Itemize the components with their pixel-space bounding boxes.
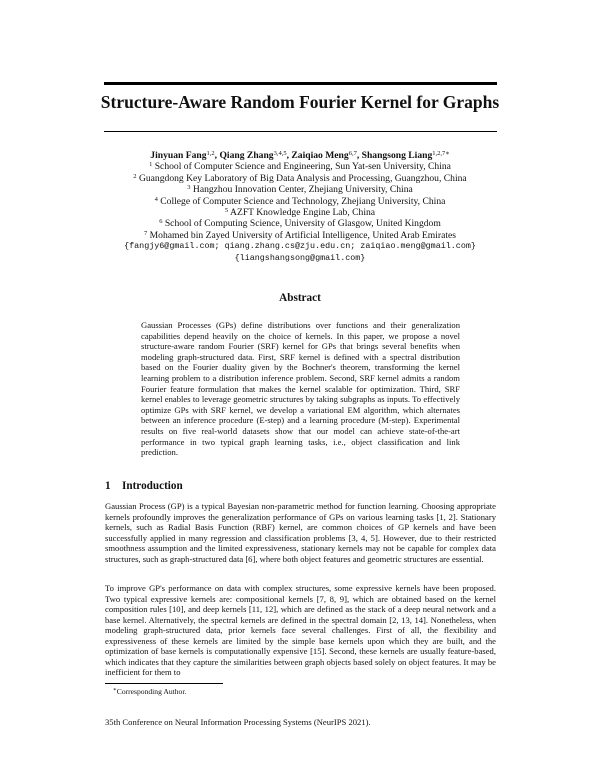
affiliation-text: Mohamed bin Zayed University of Artificial Intelligence, United Arab Emirates bbox=[149, 229, 457, 241]
affiliation-superscript: 3 bbox=[187, 184, 191, 192]
intro-paragraph: To improve GP's performance on data with complex structures, some expressive kernels have been proposed. Two typical expressive kernels are: compositional kernels [7, 8, 9], which are obtained based on the kernel composition rules [10], and deep kernels [11, 12], which are defined as the stack of a deep neural network and a base kernel. Alternatively, the spectral kernels are defined in the spectral domain [2, 13, 14]. Nonetheless, when modeling graph-structured data, prior kernels face several challenges. First of all, the flexibility and expressiveness of these kernels are limited by the simple base kernels upon which they are built, and the optimization of base kernels is computationally expensive [15]. Second, these kernels are usually feature-based, which indicates that they capture the similarities between graph objects based solely on object features. It may be inefficient for them to bbox=[105, 583, 496, 677]
footnote bbox=[113, 687, 186, 696]
affiliation-line bbox=[60, 218, 540, 229]
affiliation-line bbox=[60, 173, 540, 184]
affiliation-line bbox=[60, 184, 540, 195]
author-emails[interactable]: {liangshangsong@gmail.com} bbox=[234, 252, 366, 263]
affiliation-superscript: 5 bbox=[224, 207, 229, 215]
affiliation-superscript: 1 bbox=[149, 161, 153, 169]
footnote-mark: ∗ bbox=[113, 687, 117, 693]
author-name: Zaiqiao Meng bbox=[291, 150, 349, 161]
affiliation-text: Hangzhou Innovation Center, Zhejiang University, China bbox=[192, 184, 413, 196]
paper-title: Structure-Aware Random Fourier Kernel for Graphs bbox=[100, 92, 500, 112]
title-top-rule bbox=[104, 82, 497, 85]
author-name: Qiang Zhang bbox=[219, 150, 274, 161]
section-title: Introduction bbox=[122, 480, 183, 492]
title-bottom-rule bbox=[104, 131, 497, 132]
author-separator: , bbox=[214, 150, 220, 161]
abstract-heading: Abstract bbox=[279, 292, 321, 304]
section-heading bbox=[105, 480, 183, 492]
section-number: 1 bbox=[105, 480, 111, 492]
affiliation-superscript: 6 bbox=[159, 218, 163, 226]
footnote-text: Corresponding Author. bbox=[116, 687, 187, 696]
author-names bbox=[60, 150, 540, 161]
affiliation-text: School of Computer Science and Engineering, Sun Yat-sen University, China bbox=[154, 161, 451, 173]
author-separator: , bbox=[356, 150, 362, 161]
affiliation-line bbox=[60, 196, 540, 207]
intro-paragraph: Gaussian Process (GP) is a typical Bayesian non-parametric method for function learning. Choosing appropriate kernels profoundly improves the generalization performance of GPs on various learning tasks [1, 2]. Stationary kernels, such as Radial Basis Function (RBF) kernel, are common choices of GP kernels and have been successfully applied in many regression and classification problems [3, 4, 5]. However, due to their restricted smoothness assumption and the limited expressiveness, stationary kernels may not be capable for complex data structures, such as graph-structured data [6], where both object features and geometric structures are essential. bbox=[105, 501, 496, 564]
author-name: Shangsong Liang bbox=[361, 150, 433, 161]
affiliation-line bbox=[60, 230, 540, 241]
author-superscript: 1,2 bbox=[206, 150, 215, 157]
abstract-body: Gaussian Processes (GPs) define distributions over functions and their generalization capabilities depend heavily on the choice of kernels. In this paper, we propose a novel structure-aware random Fourier (SRF) kernel for GPs that brings several benefits when modeling graph-structured data. First, SRF kernel is defined with a spectral distribution based on the Fourier duality given by the Bochner's theorem, transforming the kernel learning problem to a distribution inference problem. Second, SRF kernel admits a random Fourier feature formulation that makes the kernel scalable for optimization. Third, SRF kernel enables to leverage geometric structures by taking subgraphs as inputs. To effectively optimize GPs with SRF kernel, we develop a variational EM algorithm, which alternates between an inference procedure (E-step) and a learning procedure (M-step). Experimental results on five real-world datasets show that our model can achieve state-of-the-art performance in two typical graph learning tasks, i.e., object classification and link prediction. bbox=[141, 320, 460, 458]
affiliation-line bbox=[60, 207, 540, 218]
affiliation-superscript: 2 bbox=[133, 172, 137, 180]
affiliation-text: School of Computing Science, University of Glasgow, United Kingdom bbox=[164, 218, 441, 230]
author-block bbox=[60, 150, 540, 264]
footnote-rule bbox=[105, 683, 223, 684]
affiliation-superscript: 4 bbox=[154, 195, 158, 203]
author-name: Jinyuan Fang bbox=[150, 150, 207, 161]
affiliation-text: College of Computer Science and Technology, Zhejiang University, China bbox=[160, 195, 446, 207]
author-separator: , bbox=[286, 150, 292, 161]
author-superscript: 3,4,5 bbox=[273, 150, 287, 157]
author-superscript: 6,7 bbox=[348, 150, 357, 157]
conference-footer: 35th Conference on Neural Information Processing Systems (NeurIPS 2021). bbox=[105, 717, 371, 727]
affiliation-line bbox=[60, 161, 540, 172]
affiliation-text: AZFT Knowledge Engine Lab, China bbox=[230, 207, 376, 219]
author-emails[interactable]: {fangjy6@gmail.com; qiang.zhang.cs@zju.edu.cn; zaiqiao.meng@gmail.com} bbox=[124, 241, 476, 252]
affiliation-text: Guangdong Key Laboratory of Big Data Analysis and Processing, Guangzhou, China bbox=[138, 172, 467, 184]
affiliation-superscript: 7 bbox=[143, 229, 148, 237]
author-superscript: 1,2,7∗ bbox=[432, 150, 450, 157]
